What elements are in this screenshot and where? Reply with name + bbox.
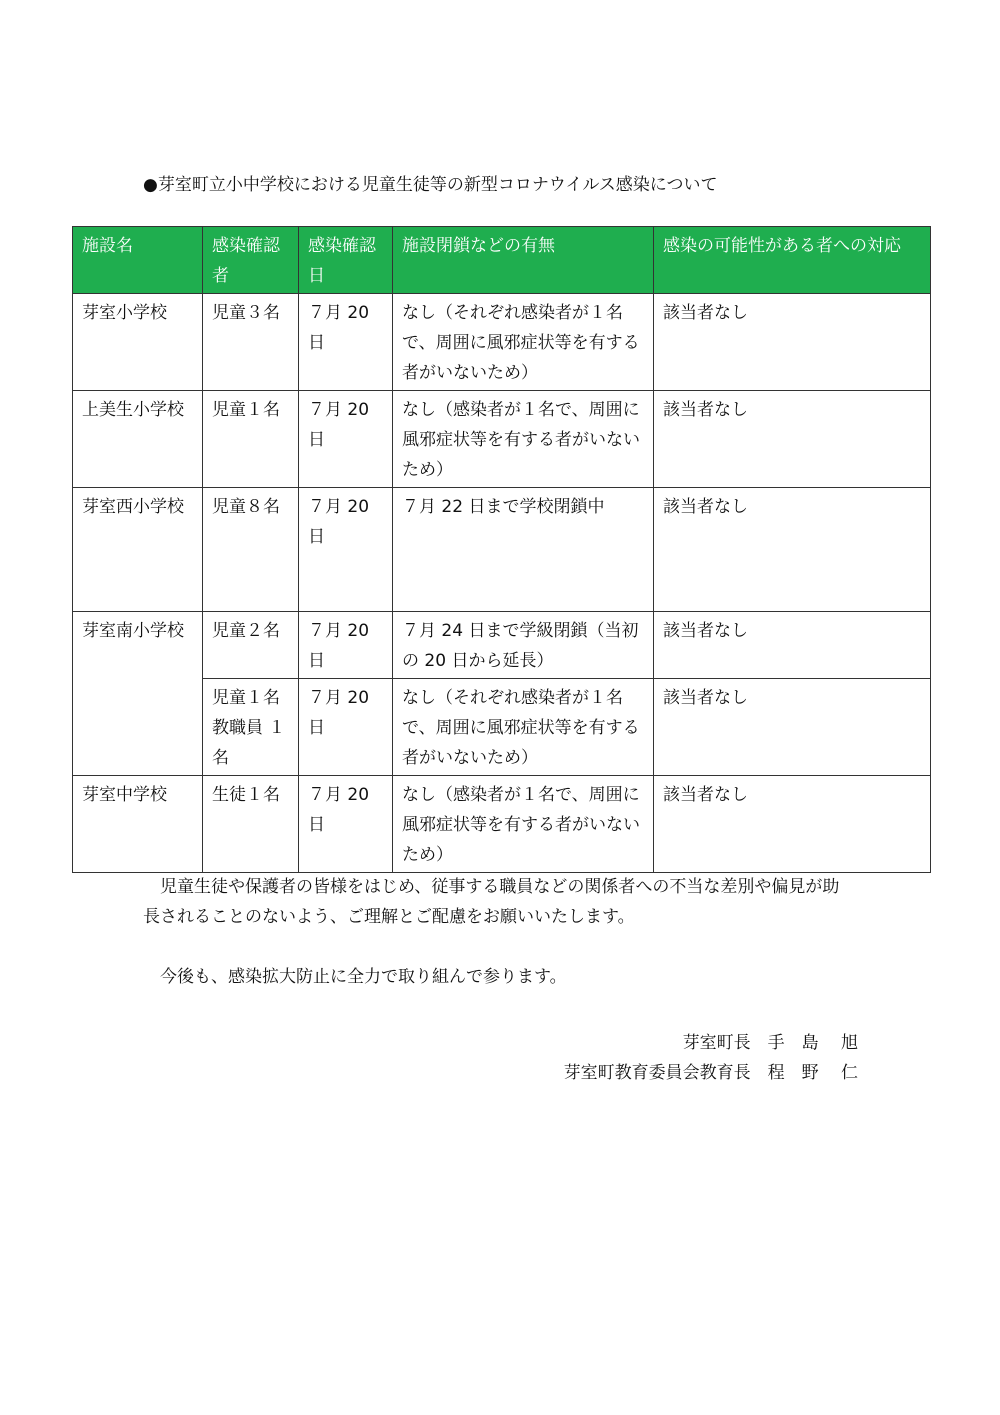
table-row xyxy=(73,391,931,488)
cell-date: ７月 20 日 xyxy=(299,294,393,391)
cell-closure: ７月 24 日まで学級閉鎖（当初の 20 日から延長） xyxy=(393,612,654,679)
table-row xyxy=(73,612,931,679)
cell-date: ７月 20 日 xyxy=(299,391,393,488)
cell-closure: なし（それぞれ感染者が１名で、周囲に風邪症状等を有する者がいないため） xyxy=(393,294,654,391)
cell-facility: 芽室南小学校 xyxy=(73,612,203,776)
cell-date: ７月 20 日 xyxy=(299,679,393,776)
cell-persons: 児童２名 xyxy=(203,612,299,679)
superintendent-signature: 芽室町教育委員会教育長 程 野 仁 xyxy=(563,1063,858,1083)
cell-persons: 児童１名 教職員 １名 xyxy=(203,679,299,776)
cell-response: 該当者なし xyxy=(654,612,931,679)
request-paragraph-line-1: 児童生徒や保護者の皆様をはじめ、従事する職員などの関係者への不当な差別や偏見が助 xyxy=(143,877,840,897)
header-response: 感染の可能性がある者への対応 xyxy=(654,227,931,294)
cell-facility: 上美生小学校 xyxy=(73,391,203,488)
page-title: ●芽室町立小中学校における児童生徒等の新型コロナウイルス感染について xyxy=(143,175,718,195)
cell-date: ７月 20 日 xyxy=(299,488,393,612)
table-row xyxy=(73,294,931,391)
cell-closure: なし（感染者が１名で、周囲に風邪症状等を有する者がいないため） xyxy=(393,776,654,873)
cell-closure: ７月 22 日まで学校閉鎖中 xyxy=(393,488,654,612)
cell-response: 該当者なし xyxy=(654,488,931,612)
cell-response: 該当者なし xyxy=(654,391,931,488)
table-row xyxy=(73,488,931,612)
header-confirmed-date: 感染確認日 xyxy=(299,227,393,294)
cell-persons: 児童３名 xyxy=(203,294,299,391)
infection-table xyxy=(72,226,931,873)
cell-facility: 芽室西小学校 xyxy=(73,488,203,612)
cell-facility: 芽室中学校 xyxy=(73,776,203,873)
cell-response: 該当者なし xyxy=(654,294,931,391)
header-facility: 施設名 xyxy=(73,227,203,294)
cell-persons: 児童８名 xyxy=(203,488,299,612)
mayor-signature: 芽室町長 手 島 旭 xyxy=(682,1033,858,1053)
cell-date: ７月 20 日 xyxy=(299,612,393,679)
cell-response: 該当者なし xyxy=(654,776,931,873)
header-confirmed-persons: 感染確認者 xyxy=(203,227,299,294)
cell-date: ７月 20 日 xyxy=(299,776,393,873)
request-paragraph-line-2: 長されることのないよう、ご理解とご配慮をお願いいたします。 xyxy=(143,907,635,927)
cell-persons: 生徒１名 xyxy=(203,776,299,873)
cell-closure: なし（感染者が１名で、周囲に風邪症状等を有する者がいないため） xyxy=(393,391,654,488)
table-header-row xyxy=(73,227,931,294)
cell-facility: 芽室小学校 xyxy=(73,294,203,391)
commitment-paragraph: 今後も、感染拡大防止に全力で取り組んで参ります。 xyxy=(143,967,567,987)
cell-closure: なし（それぞれ感染者が１名で、周囲に風邪症状等を有する者がいないため） xyxy=(393,679,654,776)
header-closure: 施設閉鎖などの有無 xyxy=(393,227,654,294)
table-row xyxy=(73,776,931,873)
cell-response: 該当者なし xyxy=(654,679,931,776)
cell-persons: 児童１名 xyxy=(203,391,299,488)
